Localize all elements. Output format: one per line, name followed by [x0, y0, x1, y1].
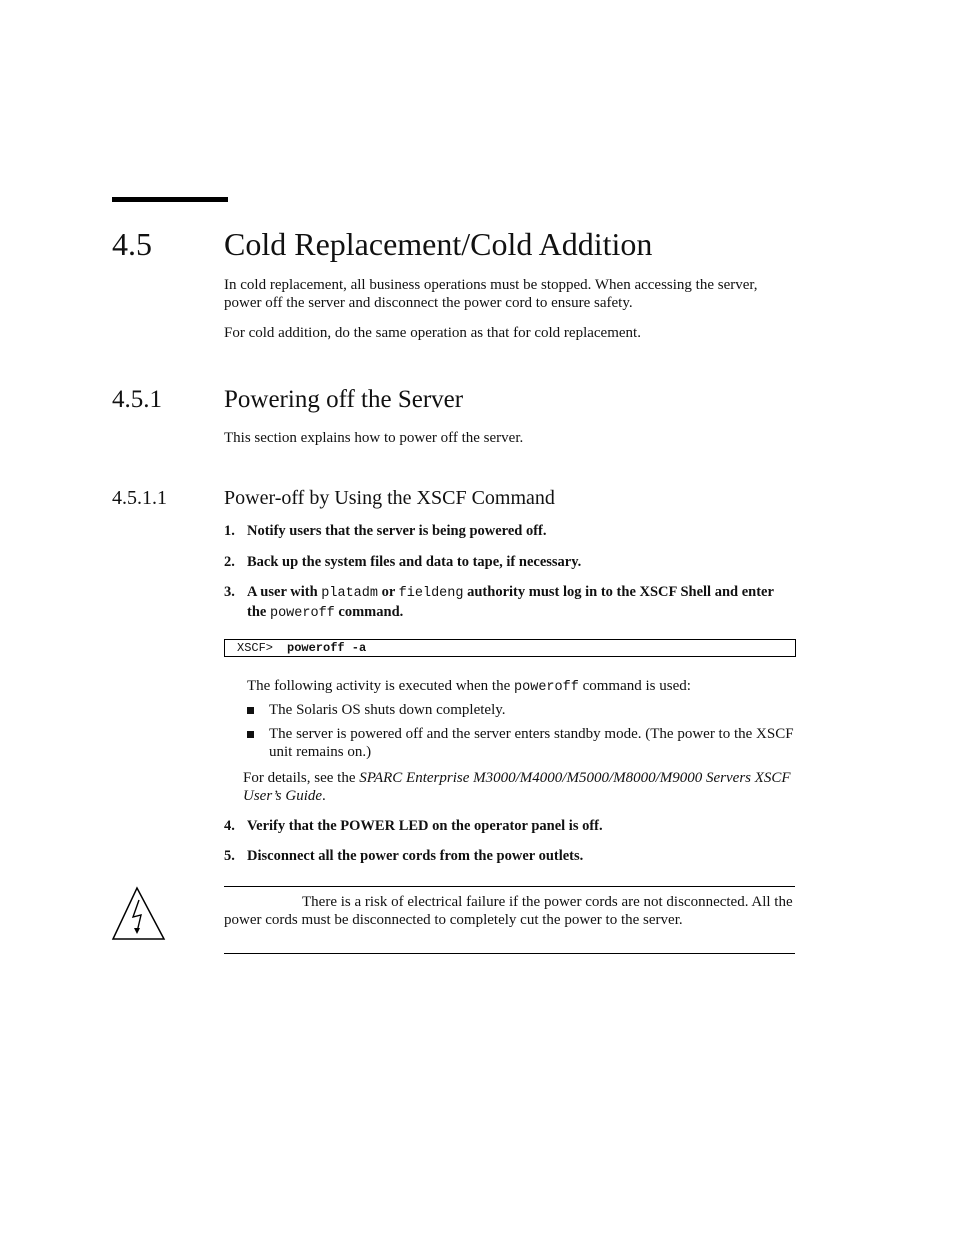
step-number: 4.	[224, 818, 235, 834]
step-text: Verify that the POWER LED on the operator panel is off.	[247, 818, 603, 834]
details-reference: For details, see the SPARC Enterprise M3000/M4000/M5000/M8000/M9000 Servers XSCF User’s Guide.	[243, 770, 791, 804]
code-prompt: XSCF>	[237, 641, 274, 655]
section-number: 4.5	[112, 226, 152, 262]
code-example	[224, 639, 796, 657]
step-number: 3.	[224, 584, 235, 600]
step-3	[224, 583, 796, 621]
bullet-square-icon	[247, 731, 254, 738]
section-paragraph-2: For cold addition, do the same operation as that for cold replacement.	[224, 325, 641, 341]
step-2	[224, 553, 796, 571]
inline-code-fieldeng: fieldeng	[398, 586, 464, 601]
step-number: 2.	[224, 554, 235, 570]
guide-title: SPARC Enterprise M3000/M4000/M5000/M8000/M9000 Servers XSCF User’s Guide	[243, 770, 791, 804]
step-number: 1.	[224, 523, 235, 539]
code-command: poweroff -a	[287, 641, 367, 655]
section-title: Cold Replacement/Cold Addition	[224, 226, 653, 262]
bullet-text: The server is powered off and the server enters standby mode. (The power to the XSCF unit remains on.)	[269, 726, 794, 760]
caution-top-rule	[224, 886, 795, 887]
section-paragraph-1: In cold replacement, all business operations must be stopped. When accessing the server, power off the server and disconnect the power cord to ensure safety.	[224, 277, 758, 311]
bullet-square-icon	[247, 707, 254, 714]
subsection-number: 4.5.1	[112, 386, 162, 413]
activity-intro: The following activity is executed when the poweroff command is used:	[247, 678, 691, 695]
step-text: Back up the system files and data to tape, if necessary.	[247, 554, 582, 570]
subsection-title: Powering off the Server	[224, 386, 464, 413]
step-4	[224, 817, 796, 835]
subsubsection-number: 4.5.1.1	[112, 487, 167, 509]
caution-text: There is a risk of electrical failure if the power cords are not disconnected. All the power cords must be disconnected to completely cut the power to the server.	[224, 894, 793, 928]
step-text: A user with platadm or fieldeng authority must log in to the XSCF Shell and enter the poweroff command.	[247, 584, 774, 621]
inline-code-poweroff: poweroff	[514, 680, 579, 695]
step-5	[224, 847, 796, 865]
caution-bottom-rule	[224, 953, 795, 954]
heading-rule	[112, 197, 228, 202]
step-number: 5.	[224, 848, 235, 864]
bullet-text: The Solaris OS shuts down completely.	[269, 702, 506, 718]
subsubsection-title: Power-off by Using the XSCF Command	[224, 487, 555, 509]
inline-code-platadm: platadm	[321, 586, 378, 601]
electrical-hazard-icon	[111, 885, 167, 941]
step-text: Disconnect all the power cords from the power outlets.	[247, 848, 584, 864]
subsection-paragraph: This section explains how to power off the server.	[224, 430, 524, 446]
step-1	[224, 522, 796, 540]
step-text: Notify users that the server is being powered off.	[247, 523, 547, 539]
inline-code-poweroff: poweroff	[269, 606, 335, 621]
